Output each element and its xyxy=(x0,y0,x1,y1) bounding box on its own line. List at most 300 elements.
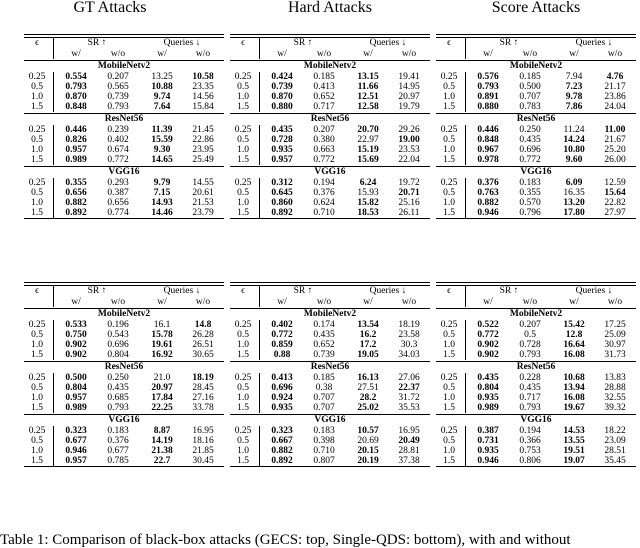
subheader-q-with: w/ xyxy=(363,297,373,307)
cell-sr-with: 0.793 xyxy=(477,82,499,92)
cell-sr-without: 0.500 xyxy=(519,82,541,92)
cell-queries-without: 37.38 xyxy=(398,456,420,466)
cell-queries-without: 22.04 xyxy=(398,155,420,165)
table-row xyxy=(436,178,636,188)
cell-eps: 0.25 xyxy=(28,178,46,188)
cell-sr-with: 0.902 xyxy=(477,350,499,360)
cell-sr-with: 0.957 xyxy=(65,456,87,466)
cell-queries-without: 35.53 xyxy=(398,403,420,413)
cell-sr-with: 0.957 xyxy=(65,393,87,403)
cell-sr-without: 0.207 xyxy=(519,320,541,330)
cell-eps: 0.5 xyxy=(31,82,43,92)
table-panel-score-bottom xyxy=(436,282,636,467)
cell-sr-with: 0.355 xyxy=(65,178,87,188)
cell-queries-without: 34.03 xyxy=(398,350,420,360)
cell-queries-without: 32.55 xyxy=(604,393,626,403)
cell-sr-with: 0.978 xyxy=(477,155,499,165)
cell-queries-without: 20.49 xyxy=(398,436,420,446)
cell-queries-with: 12.58 xyxy=(357,102,379,112)
cell-sr-with: 0.848 xyxy=(65,102,87,112)
table-row xyxy=(230,436,430,446)
header-eps: ϵ xyxy=(35,38,39,48)
model-group-header: MobileNetv2 xyxy=(230,308,430,320)
cell-queries-with: 7.23 xyxy=(565,82,583,92)
title-score-attacks: Score Attacks xyxy=(491,0,581,16)
bottom-rule xyxy=(24,466,224,467)
cell-queries-without: 20.61 xyxy=(192,188,214,198)
cell-sr-without: 0.207 xyxy=(107,72,129,82)
cell-eps: 0.25 xyxy=(234,178,252,188)
cell-queries-without: 14.56 xyxy=(192,92,214,102)
cell-eps: 1.0 xyxy=(237,92,249,102)
cell-queries-without: 23.79 xyxy=(192,208,214,218)
cell-sr-without: 0.710 xyxy=(313,446,335,456)
table-row xyxy=(436,350,636,360)
cell-queries-without: 4.76 xyxy=(606,72,624,82)
model-group-header: ResNet56 xyxy=(24,113,224,125)
cell-eps: 1.5 xyxy=(237,350,249,360)
cell-queries-with: 16.08 xyxy=(563,350,585,360)
cell-sr-without: 0.402 xyxy=(107,135,129,145)
cell-queries-with: 16.35 xyxy=(563,188,585,198)
cell-sr-with: 0.946 xyxy=(477,456,499,466)
table-row xyxy=(24,135,224,145)
table-row xyxy=(436,198,636,208)
cell-queries-without: 27.06 xyxy=(398,373,420,383)
cell-eps: 1.0 xyxy=(31,340,43,350)
cell-eps: 1.5 xyxy=(31,208,43,218)
cell-eps: 1.0 xyxy=(443,393,455,403)
cell-queries-without: 12.59 xyxy=(604,178,626,188)
cell-sr-without: 0.652 xyxy=(313,92,335,102)
cell-sr-with: 0.870 xyxy=(271,92,293,102)
cell-queries-without: 10.58 xyxy=(192,72,214,82)
subheader-sr-without: w/o xyxy=(522,297,538,307)
cell-sr-without: 0.774 xyxy=(107,208,129,218)
cell-sr-without: 0.207 xyxy=(313,125,335,135)
cell-sr-with: 0.731 xyxy=(477,436,499,446)
header-row xyxy=(436,286,636,297)
cell-queries-with: 18.53 xyxy=(357,208,379,218)
cell-sr-without: 0.739 xyxy=(313,350,335,360)
cell-sr-without: 0.183 xyxy=(519,178,541,188)
cell-queries-with: 15.78 xyxy=(151,330,173,340)
cell-sr-with: 0.576 xyxy=(477,72,499,82)
cell-sr-without: 0.753 xyxy=(519,446,541,456)
cell-queries-with: 14.53 xyxy=(563,426,585,436)
table-row xyxy=(24,456,224,466)
cell-sr-without: 0.293 xyxy=(107,178,129,188)
cell-sr-with: 0.656 xyxy=(65,188,87,198)
table-row xyxy=(436,208,636,218)
table-row xyxy=(436,340,636,350)
title-gt-attacks: GT Attacks xyxy=(73,0,147,16)
subheader-q-without: w/o xyxy=(607,297,623,307)
cell-sr-without: 0.250 xyxy=(519,125,541,135)
cell-sr-without: 0.570 xyxy=(519,198,541,208)
table-row xyxy=(230,155,430,165)
cell-queries-with: 9.78 xyxy=(565,92,583,102)
cell-queries-with: 20.69 xyxy=(357,436,379,446)
header-row xyxy=(230,38,430,49)
cell-sr-with: 0.323 xyxy=(65,426,87,436)
cell-sr-with: 0.88 xyxy=(273,350,291,360)
cell-eps: 1.0 xyxy=(31,446,43,456)
cell-sr-without: 0.376 xyxy=(313,188,335,198)
table-row xyxy=(436,446,636,456)
cell-queries-without: 25.09 xyxy=(604,330,626,340)
cell-eps: 0.5 xyxy=(443,330,455,340)
header-row xyxy=(436,38,636,49)
cell-eps: 1.0 xyxy=(31,393,43,403)
cell-eps: 1.5 xyxy=(31,350,43,360)
cell-sr-with: 0.413 xyxy=(271,373,293,383)
cell-queries-with: 11.39 xyxy=(151,125,173,135)
cell-queries-without: 23.95 xyxy=(192,145,214,155)
cell-sr-without: 0.739 xyxy=(107,92,129,102)
model-group-header: MobileNetv2 xyxy=(436,60,636,72)
model-group-header: MobileNetv2 xyxy=(436,308,636,320)
cell-queries-without: 14.95 xyxy=(398,82,420,92)
cell-queries-without: 23.09 xyxy=(604,436,626,446)
cell-sr-with: 0.882 xyxy=(65,198,87,208)
cell-queries-without: 26.51 xyxy=(192,340,214,350)
table-row xyxy=(230,92,430,102)
cell-sr-with: 0.967 xyxy=(477,145,499,155)
table-panel-gt-top xyxy=(24,34,224,219)
table-row xyxy=(230,393,430,403)
cell-queries-with: 15.59 xyxy=(151,135,173,145)
header-queries: Queries ↓ xyxy=(163,38,201,48)
cell-queries-without: 16.95 xyxy=(398,426,420,436)
subheader-sr-with: w/ xyxy=(277,49,287,59)
cell-eps: 0.5 xyxy=(237,188,249,198)
cell-eps: 0.5 xyxy=(31,436,43,446)
cell-queries-without: 21.53 xyxy=(192,198,214,208)
subheader-row xyxy=(230,49,430,59)
cell-queries-without: 22.82 xyxy=(604,198,626,208)
table-panel-gt-bottom xyxy=(24,282,224,467)
cell-queries-with: 7.86 xyxy=(565,102,583,112)
model-group-header: VGG16 xyxy=(230,166,430,178)
cell-queries-without: 31.73 xyxy=(604,350,626,360)
cell-queries-with: 19.05 xyxy=(357,350,379,360)
cell-eps: 1.5 xyxy=(31,102,43,112)
model-group-header: VGG16 xyxy=(436,166,636,178)
model-group-header: MobileNetv2 xyxy=(24,60,224,72)
table-row xyxy=(24,340,224,350)
cell-queries-with: 20.70 xyxy=(357,125,379,135)
table-row xyxy=(436,72,636,82)
cell-sr-with: 0.989 xyxy=(477,403,499,413)
table-row xyxy=(230,188,430,198)
subheader-row xyxy=(24,49,224,59)
table-row xyxy=(24,403,224,413)
subheader-row xyxy=(436,297,636,307)
cell-queries-with: 22.97 xyxy=(357,135,379,145)
header-eps: ϵ xyxy=(447,286,451,296)
cell-eps: 1.0 xyxy=(443,446,455,456)
subheader-sr-with: w/ xyxy=(483,49,493,59)
cell-sr-without: 0.185 xyxy=(519,72,541,82)
cell-queries-without: 26.11 xyxy=(398,208,420,218)
cell-eps: 0.25 xyxy=(440,72,458,82)
table-row xyxy=(230,456,430,466)
cell-queries-with: 12.51 xyxy=(357,92,379,102)
cell-queries-with: 17.84 xyxy=(151,393,173,403)
cell-queries-with: 9.60 xyxy=(565,155,583,165)
cell-sr-with: 0.880 xyxy=(477,102,499,112)
cell-eps: 0.25 xyxy=(440,373,458,383)
table-row xyxy=(24,125,224,135)
table-panel-score-top xyxy=(436,34,636,219)
cell-queries-without: 20.71 xyxy=(398,188,420,198)
cell-sr-without: 0.183 xyxy=(107,426,129,436)
table-row xyxy=(436,403,636,413)
cell-queries-without: 13.83 xyxy=(604,373,626,383)
cell-queries-with: 11.24 xyxy=(563,125,585,135)
cell-queries-without: 14.8 xyxy=(194,320,212,330)
cell-eps: 0.25 xyxy=(28,426,46,436)
cell-sr-with: 0.902 xyxy=(65,350,87,360)
table-row xyxy=(436,155,636,165)
cell-queries-with: 19.61 xyxy=(151,340,173,350)
bottom-rule xyxy=(436,218,636,219)
cell-sr-without: 0.196 xyxy=(107,320,129,330)
cell-sr-without: 0.239 xyxy=(107,125,129,135)
subheader-q-without: w/o xyxy=(195,297,211,307)
table-row xyxy=(436,426,636,436)
subheader-sr-without: w/o xyxy=(316,297,332,307)
cell-sr-without: 0.696 xyxy=(519,145,541,155)
cell-eps: 0.5 xyxy=(31,330,43,340)
subheader-row xyxy=(230,297,430,307)
cell-sr-with: 0.402 xyxy=(271,320,293,330)
cell-queries-with: 21.0 xyxy=(153,373,171,383)
cell-sr-with: 0.892 xyxy=(271,456,293,466)
table-row xyxy=(24,145,224,155)
cell-queries-without: 28.81 xyxy=(398,446,420,456)
cell-sr-with: 0.376 xyxy=(477,178,499,188)
cell-queries-without: 21.17 xyxy=(604,82,626,92)
cell-eps: 1.5 xyxy=(237,403,249,413)
cell-sr-without: 0.185 xyxy=(313,72,335,82)
cell-queries-without: 25.49 xyxy=(192,155,214,165)
cell-queries-with: 15.93 xyxy=(357,188,379,198)
cell-sr-without: 0.806 xyxy=(519,456,541,466)
cell-eps: 1.0 xyxy=(237,446,249,456)
subheader-sr-with: w/ xyxy=(71,49,81,59)
subheader-sr-with: w/ xyxy=(277,297,287,307)
cell-sr-with: 0.946 xyxy=(477,208,499,218)
cell-sr-with: 0.667 xyxy=(271,436,293,446)
cell-eps: 1.5 xyxy=(31,456,43,466)
cell-queries-with: 13.15 xyxy=(357,72,379,82)
cell-queries-with: 15.69 xyxy=(357,155,379,165)
cell-queries-with: 14.19 xyxy=(151,436,173,446)
table-row xyxy=(436,145,636,155)
cell-queries-without: 27.16 xyxy=(192,393,214,403)
cell-sr-without: 0.435 xyxy=(313,330,335,340)
cell-sr-without: 0.663 xyxy=(313,145,335,155)
cell-queries-with: 17.2 xyxy=(359,340,377,350)
cell-sr-without: 0.785 xyxy=(107,456,129,466)
cell-sr-without: 0.796 xyxy=(519,208,541,218)
cell-queries-without: 14.55 xyxy=(192,178,214,188)
model-group-header: VGG16 xyxy=(230,414,430,426)
table-row xyxy=(230,102,430,112)
table-row xyxy=(230,178,430,188)
subheader-q-without: w/o xyxy=(401,49,417,59)
cell-sr-without: 0.5 xyxy=(524,330,536,340)
bottom-rule xyxy=(436,466,636,467)
table-row xyxy=(24,350,224,360)
subheader-row xyxy=(24,297,224,307)
cell-queries-with: 21.38 xyxy=(151,446,173,456)
cell-queries-with: 15.82 xyxy=(357,198,379,208)
header-sr: SR ↑ xyxy=(499,38,519,48)
table-row xyxy=(24,373,224,383)
table-row xyxy=(436,393,636,403)
cell-sr-without: 0.435 xyxy=(519,383,541,393)
cell-queries-without: 19.41 xyxy=(398,72,420,82)
table-row xyxy=(24,178,224,188)
cell-eps: 0.5 xyxy=(443,188,455,198)
cell-eps: 1.5 xyxy=(237,102,249,112)
cell-sr-with: 0.645 xyxy=(271,188,293,198)
cell-sr-without: 0.717 xyxy=(519,393,541,403)
subheader-q-without: w/o xyxy=(401,297,417,307)
table-row xyxy=(24,426,224,436)
cell-queries-without: 25.16 xyxy=(398,198,420,208)
table-row xyxy=(436,135,636,145)
cell-queries-without: 15.84 xyxy=(192,102,214,112)
table-row xyxy=(24,72,224,82)
model-group-header: MobileNetv2 xyxy=(24,308,224,320)
cell-sr-with: 0.323 xyxy=(271,426,293,436)
cell-eps: 0.5 xyxy=(31,383,43,393)
cell-queries-without: 27.97 xyxy=(604,208,626,218)
cell-queries-with: 10.57 xyxy=(357,426,379,436)
table-row xyxy=(230,82,430,92)
cell-queries-without: 22.37 xyxy=(398,383,420,393)
cell-sr-without: 0.398 xyxy=(313,436,335,446)
cell-queries-without: 16.95 xyxy=(192,426,214,436)
cell-sr-with: 0.989 xyxy=(65,403,87,413)
cell-sr-with: 0.848 xyxy=(477,135,499,145)
cell-sr-without: 0.38 xyxy=(315,383,333,393)
cell-sr-with: 0.677 xyxy=(65,436,87,446)
table-row xyxy=(24,102,224,112)
bottom-rule xyxy=(24,218,224,219)
cell-queries-without: 19.79 xyxy=(398,102,420,112)
model-group-header: ResNet56 xyxy=(436,113,636,125)
cell-queries-without: 24.04 xyxy=(604,102,626,112)
cell-queries-with: 19.51 xyxy=(563,446,585,456)
cell-sr-with: 0.826 xyxy=(65,135,87,145)
cell-queries-without: 28.45 xyxy=(192,383,214,393)
cell-sr-with: 0.902 xyxy=(65,340,87,350)
cell-sr-with: 0.750 xyxy=(65,330,87,340)
cell-eps: 0.25 xyxy=(28,320,46,330)
cell-sr-without: 0.696 xyxy=(107,340,129,350)
subheader-q-with: w/ xyxy=(569,49,579,59)
cell-queries-with: 13.20 xyxy=(563,198,585,208)
subheader-q-with: w/ xyxy=(363,49,373,59)
cell-sr-without: 0.624 xyxy=(313,198,335,208)
cell-queries-with: 15.19 xyxy=(357,145,379,155)
cell-eps: 1.5 xyxy=(443,155,455,165)
cell-eps: 1.0 xyxy=(237,340,249,350)
cell-queries-with: 13.54 xyxy=(357,320,379,330)
cell-queries-with: 22.7 xyxy=(153,456,171,466)
cell-queries-with: 25.02 xyxy=(357,403,379,413)
cell-sr-with: 0.935 xyxy=(477,393,499,403)
model-group-header: ResNet56 xyxy=(230,361,430,373)
cell-sr-with: 0.935 xyxy=(271,403,293,413)
cell-queries-without: 21.67 xyxy=(604,135,626,145)
cell-queries-with: 14.65 xyxy=(151,155,173,165)
cell-eps: 1.5 xyxy=(237,208,249,218)
cell-eps: 0.5 xyxy=(31,188,43,198)
cell-queries-with: 7.94 xyxy=(565,72,583,82)
cell-eps: 0.25 xyxy=(234,320,252,330)
cell-sr-without: 0.710 xyxy=(313,208,335,218)
table-row xyxy=(436,102,636,112)
table-row xyxy=(24,188,224,198)
header-sr: SR ↑ xyxy=(87,286,107,296)
cell-sr-with: 0.772 xyxy=(271,330,293,340)
cell-queries-without: 17.25 xyxy=(604,320,626,330)
cell-queries-without: 28.51 xyxy=(604,446,626,456)
cell-eps: 0.25 xyxy=(440,320,458,330)
header-sr: SR ↑ xyxy=(499,286,519,296)
cell-sr-without: 0.543 xyxy=(107,330,129,340)
cell-eps: 0.25 xyxy=(440,426,458,436)
cell-queries-with: 13.94 xyxy=(563,383,585,393)
header-sr: SR ↑ xyxy=(293,38,313,48)
cell-eps: 0.5 xyxy=(443,82,455,92)
model-group-header: VGG16 xyxy=(24,166,224,178)
cell-sr-without: 0.783 xyxy=(519,102,541,112)
cell-sr-without: 0.435 xyxy=(519,135,541,145)
cell-eps: 0.25 xyxy=(234,373,252,383)
cell-sr-with: 0.533 xyxy=(65,320,87,330)
cell-queries-without: 20.97 xyxy=(398,92,420,102)
cell-queries-without: 23.53 xyxy=(398,145,420,155)
table-panel-hard-bottom xyxy=(230,282,430,467)
cell-queries-without: 28.88 xyxy=(604,383,626,393)
subheader-sr-with: w/ xyxy=(71,297,81,307)
table-row xyxy=(230,340,430,350)
cell-sr-without: 0.717 xyxy=(313,102,335,112)
cell-sr-without: 0.707 xyxy=(313,403,335,413)
model-group-header: ResNet56 xyxy=(436,361,636,373)
cell-eps: 1.0 xyxy=(237,198,249,208)
subheader-sr-with: w/ xyxy=(483,297,493,307)
cell-queries-without: 26.00 xyxy=(604,155,626,165)
cell-queries-with: 10.80 xyxy=(563,145,585,155)
cell-sr-with: 0.891 xyxy=(477,92,499,102)
cell-queries-with: 19.07 xyxy=(563,456,585,466)
cell-sr-without: 0.228 xyxy=(519,373,541,383)
cell-sr-with: 0.957 xyxy=(65,145,87,155)
cell-eps: 0.25 xyxy=(234,426,252,436)
cell-sr-without: 0.413 xyxy=(313,82,335,92)
cell-eps: 0.5 xyxy=(31,135,43,145)
cell-sr-without: 0.793 xyxy=(519,350,541,360)
cell-sr-with: 0.446 xyxy=(65,125,87,135)
